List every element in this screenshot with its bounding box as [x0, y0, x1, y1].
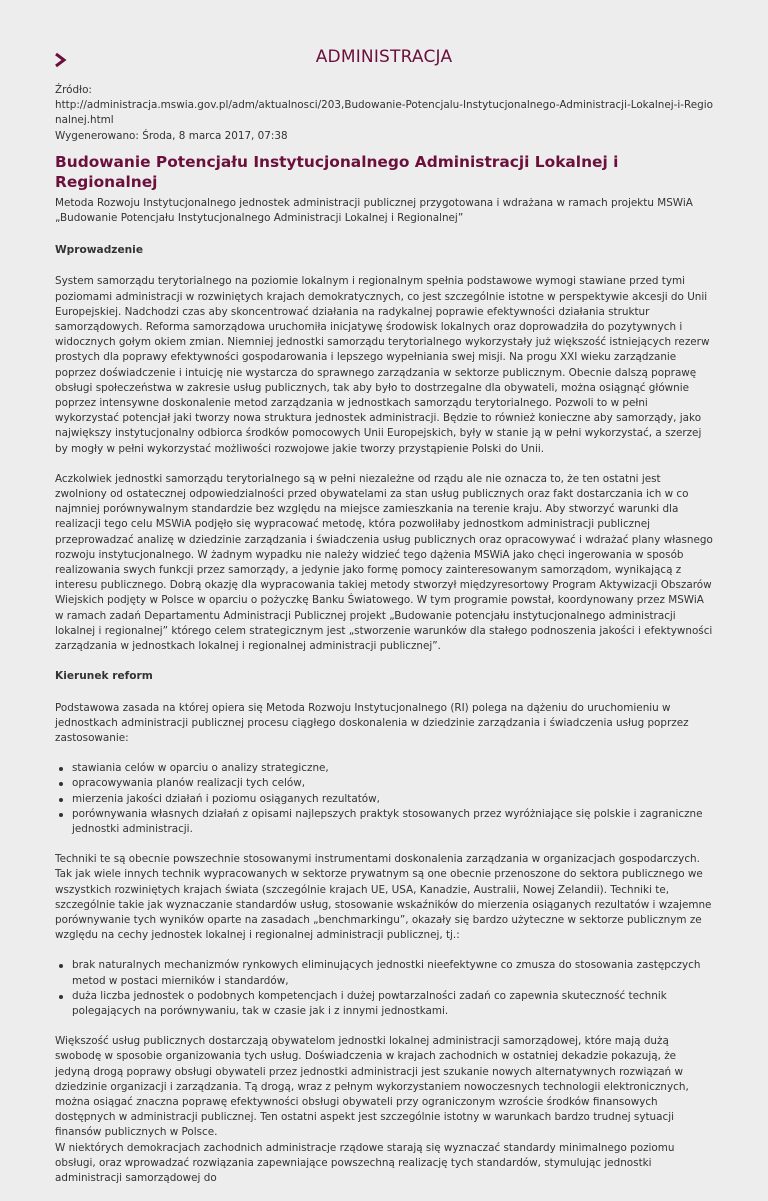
- page-header: [0, 0, 768, 75]
- section-heading-introduction: Wprowadzenie: [55, 244, 143, 257]
- article-title: Budowanie Potencjału Instytucjonalnego Administracji Lokalnej i Regionalnej: [55, 152, 619, 191]
- source-url[interactable]: http://administracja.mswia.gov.pl/adm/aktualnosci/203,Budowanie-Potencjalu-Instytucjonalnego-Administracji-Lokalnej-i-Regionalnej.html: [55, 99, 713, 127]
- list-item: brak naturalnych mechanizmów rynkowych eliminujących jednostki nieefektywne co zmusza do stosowania zastępczych metod w postaci mierników i standardów,: [65, 958, 713, 988]
- generated-timestamp: Wygenerowano: Środa, 8 marca 2017, 07:38: [55, 129, 288, 142]
- bullet-list-techniques: [55, 761, 713, 837]
- bullet-list-features: [55, 958, 713, 1019]
- section-heading-reform-direction: Kierunek reform: [55, 670, 153, 683]
- list-item: opracowywania planów realizacji tych celów,: [65, 776, 713, 791]
- source-label: Źródło:: [55, 84, 92, 96]
- list-item: duża liczba jednostek o podobnych kompetencjach i dużej powtarzalności zadań co zapewnia skuteczność technik polegających na porównywaniu, tak w czasie jak i z innymi jednostkami.: [65, 989, 713, 1019]
- paragraph: Techniki te są obecnie powszechnie stosowanymi instrumentami doskonalenia zarządzania w organizacjach gospodarczych. Tak jak wiele innych technik wypracowanych w sektorze prywatnym są one obecnie przenoszone do sektora publicznego we wszystkich rozwiniętych krajach świata (szczególnie krajach UE, USA, Kanadzie, Australii, Nowej Zelandii). Techniki te, szczególnie takie jak wyznaczanie standardów usług, stosowanie wskaźników do mierzenia osiąganych rezultatów i wzajemne porównywanie tych wyników oparte na zasadach „benchmarkingu”, okazały się bardzo użyteczne w sektorze publicznym ze względu na cechy jednostek lokalnej i regionalnej administracji publicznej, tj.:: [55, 853, 712, 942]
- document-body: [55, 83, 713, 1201]
- article-lead: Metoda Rozwoju Instytucjonalnego jednostek administracji publicznej przygotowana i wdrażana w ramach projektu MSWiA „Budowanie Potencjału Instytucjonalnego Administracji Lokalnej i Regionalnej”: [55, 196, 693, 225]
- paragraph: Podstawowa zasada na której opiera się Metoda Rozwoju Instytucjonalnego (RI) polega na dążeniu do uruchomieniu w jednostkach administracji publicznej procesu ciągłego doskonalenia w dziedzinie zarządzania i świadczenia usług poprzez zastosowanie:: [55, 701, 689, 744]
- paragraph: Aczkolwiek jednostki samorządu terytorialnego są w pełni niezależne od rządu ale nie oznacza to, że ten ostatni jest zwolniony od ostatecznej odpowiedzialności przed obywatelami za stan usług publicznych oraz fakt dostarczania ich w co najmniej porównywalnym standardzie bez względu na miejsce zamieszkania na terenie kraju. Aby stworzyć warunki dla realizacji tego celu MSWiA podjęło się wypracować metodę, która pozwoliłaby jednostkom administracji publicznej przeprowadzać analizę w dziedzinie zarządzania i świadczenia usług publicznych oraz opracowywać i wdrażać plany własnego rozwoju instytucjonalnego. W żadnym wypadku nie należy widzieć tego dążenia MSWiA jako chęci ingerowania w sposób realizowania swych funkcji przez samorządy, a jedynie jako formę pomocy zainteresowanym samorządom, wynikającą z interesu publicznego. Dobrą okazję dla wypracowania takiej metody stworzył międzyresortowy Program Aktywizacji Obszarów Wiejskich podjęty w Polsce w oparciu o pożyczkę Banku Światowego. W tym programie powstał, koordynowany przez MSWiA w ramach zadań Departamentu Administracji Publicznej projekt „Budowanie potencjału instytucjonalnego administracji lokalnej i regionalnej” którego celem strategicznym jest „stworzenie warunków dla stałego podnoszenia jakości i efektywności zarządzania w jednostkach lokalnej i regionalnej administracji publicznej”.: [55, 472, 713, 653]
- list-item: stawiania celów w oparciu o analizy strategiczne,: [65, 761, 713, 776]
- document-meta: [55, 83, 713, 144]
- paragraph: System samorządu terytorialnego na poziomie lokalnym i regionalnym spełnia podstawowe wymogi stawiane przed tymi poziomami administracji w rozwiniętych krajach demokratycznych, co jest szczególnie istotne w perspektywie akcesji do Unii Europejskiej. Nadchodzi czas aby skoncentrować działania na radykalnej poprawie efektywności działania struktur samorządowych. Reforma samorządowa uruchomiła inicjatywę środowisk lokalnych oraz doprowadziła do pozytywnych i widocznych gołym okiem zmian. Niemniej jednostki samorządu terytorialnego wykorzystały już większość istniejących rezerw prostych dla poprawy efektywności gospodarowania i lepszego wypełniania swej misji. Na progu XXI wieku zarządzanie poprzez doświadczenie i intuicję nie wystarcza do sprawnego zarządzania w sektorze publicznym. Obecnie dalszą poprawę obsługi społeczeństwa w zakresie usług publicznych, tak aby było to dostrzegalne dla obywateli, można osiągnąć głównie poprzez intensywne doskonalenie metod zarządzania w jednostkach samorządu terytorialnego. Pozwoli to w pełni wykorzystać potencjał jaki tworzy nowa struktura jednostek administracji. Będzie to również konieczne aby samorządy, jako największy instytucjonalny odbiorca środków pomocowych Unii Europejskich, były w stanie ją w pełni wykorzystać, a szerzej by mogły w pełni wykorzystać możliwości rozwojowe jakie tworzy przystąpienie Polski do Unii.: [55, 275, 710, 455]
- paragraph: W niektórych demokracjach zachodnich administracje rządowe starają się wyznaczać standardy minimalnego poziomu obsługi, oraz wprowadzać rozwiązania zapewniające powszechną realizację tych standardów, stymulując jednostki administracji samorządowej do: [55, 1141, 675, 1184]
- paragraph: Większość usług publicznych dostarczają obywatelom jednostki lokalnej administracji samorządowej, które mają dużą swobodę w sposobie organizowania tych usług. Doświadczenia w krajach zachodnich w ostatniej dekadzie pokazują, że jedyną drogą poprawy obsługi obywateli przez jednostki administracji jest szukanie nowych alternatywnych rozwiązań w dziedzinie organizacji i zarządzania. Tą drogą, wraz z pełnym wykorzystaniem nowoczesnych technologii elektronicznych, można osiągać znaczna poprawę efektywności obsługi obywateli przy ograniczonym wzroście środków finansowych dostępnych w administracji publicznej. Ten ostatni aspekt jest szczególnie istotny w warunkach bardzo trudnej sytuacji finansów publicznych w Polsce.: [55, 1035, 689, 1139]
- list-item: mierzenia jakości działań i poziomu osiąganych rezultatów,: [65, 792, 713, 807]
- site-title: ADMINISTRACJA: [315, 47, 453, 67]
- list-item: porównywania własnych działań z opisami najlepszych praktyk stosowanych przez wyróżniające się polskie i zagraniczne jednostki administracji.: [65, 807, 713, 837]
